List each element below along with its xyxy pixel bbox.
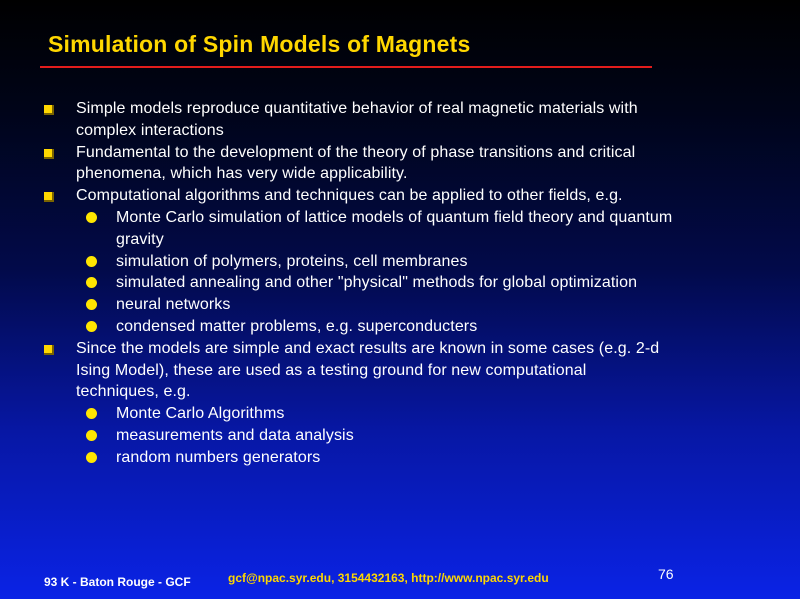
bullet-text: random numbers generators — [116, 448, 321, 466]
footer-contact-info: gcf@npac.syr.edu, 3154432163, http://www.npac.syr.edu — [228, 571, 549, 585]
bullet-item — [0, 338, 666, 403]
bullet-text: simulated annealing and other "physical" methods for global optimization — [116, 274, 638, 292]
page-number: 76 — [658, 566, 674, 582]
bullet-text: simulation of polymers, proteins, cell membranes — [116, 252, 468, 270]
bullet-text: Simple models reproduce quantitative behavior of real magnetic materials with complex interactions — [76, 100, 638, 139]
bullet-text: neural networks — [116, 296, 231, 314]
round-bullet-icon — [86, 408, 97, 419]
sub-bullet-item — [0, 316, 676, 338]
sub-bullet-item — [0, 207, 676, 251]
round-bullet-icon — [86, 256, 97, 267]
sub-bullet-item — [0, 251, 676, 273]
sub-bullet-item — [0, 425, 676, 447]
square-bullet-icon — [44, 149, 54, 159]
round-bullet-icon — [86, 212, 97, 223]
bullet-text: Computational algorithms and techniques can be applied to other fields, e.g. — [76, 187, 623, 205]
bullet-text: condensed matter problems, e.g. superconducters — [116, 317, 478, 335]
bullet-text: measurements and data analysis — [116, 426, 354, 444]
square-bullet-icon — [44, 105, 54, 115]
bullet-item — [0, 142, 666, 186]
round-bullet-icon — [86, 277, 97, 288]
sub-bullet-item — [0, 272, 676, 294]
bullet-text: Fundamental to the development of the theory of phase transitions and critical phenomena, which has very wide applicability. — [76, 143, 636, 183]
bullet-text: Monte Carlo Algorithms — [116, 405, 285, 423]
sub-bullet-item — [0, 447, 676, 469]
bullet-item — [0, 98, 666, 142]
round-bullet-icon — [86, 452, 97, 463]
round-bullet-icon — [86, 299, 97, 310]
bullet-item — [0, 185, 666, 207]
sub-bullet-item — [0, 294, 676, 316]
square-bullet-icon — [44, 345, 54, 355]
bullet-text: Since the models are simple and exact results are known in some cases (e.g. 2-d Ising Model), these are used as a testing ground for new computational techniques, e.g. — [76, 339, 660, 401]
bullet-list — [0, 98, 800, 469]
sub-bullet-item — [0, 403, 676, 425]
bullet-text: Monte Carlo simulation of lattice models of quantum field theory and quantum gravity — [116, 208, 673, 248]
round-bullet-icon — [86, 430, 97, 441]
title-underline — [40, 66, 652, 68]
footer-event-label: 93 K - Baton Rouge - GCF — [44, 575, 191, 589]
square-bullet-icon — [44, 192, 54, 202]
round-bullet-icon — [86, 321, 97, 332]
slide-title: Simulation of Spin Models of Magnets — [48, 31, 471, 57]
